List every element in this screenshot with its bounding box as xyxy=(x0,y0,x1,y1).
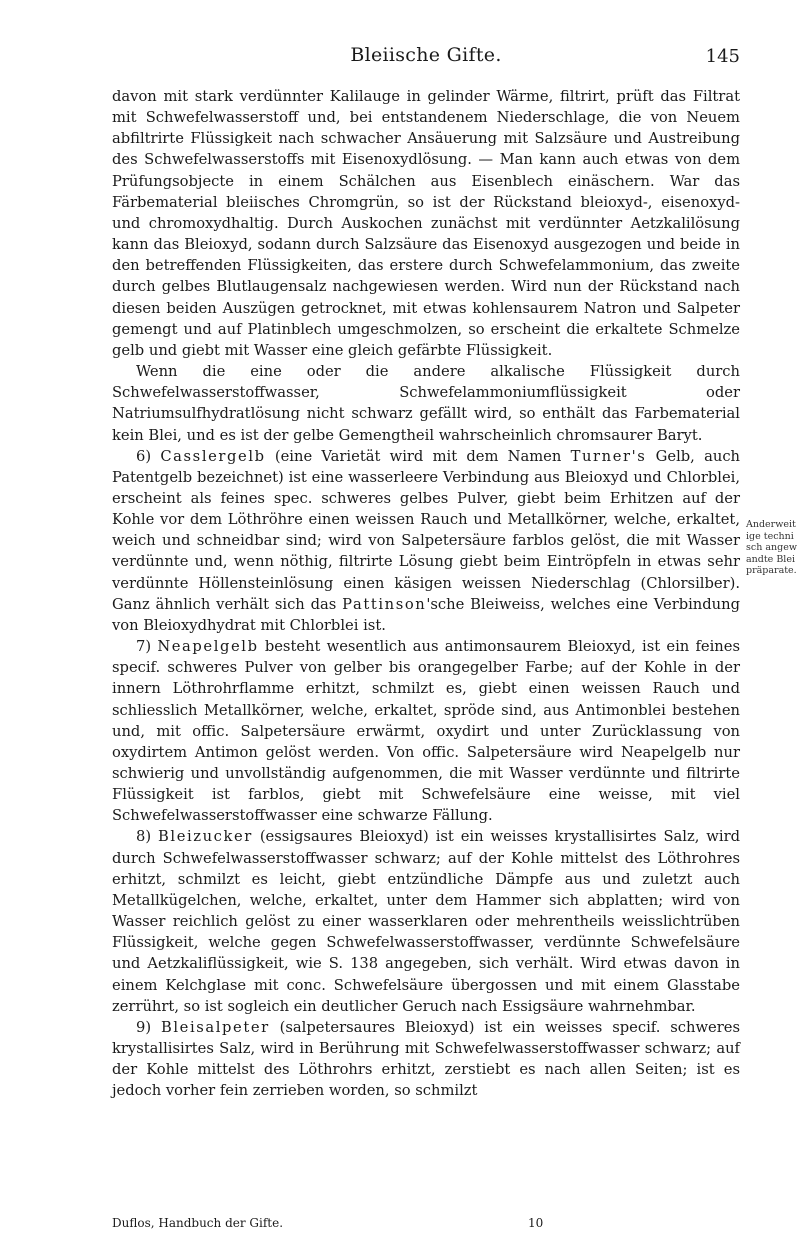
item-number: 9) xyxy=(136,1018,152,1036)
term-casslergelb: Casslergelb xyxy=(160,447,266,465)
page-number: 145 xyxy=(705,46,740,67)
footer-signature: 10 xyxy=(528,1216,544,1230)
footer-source: Duflos, Handbuch der Gifte. xyxy=(112,1216,284,1230)
item-number: 8) xyxy=(136,828,152,846)
paragraph-text: besteht wesentlich aus antimonsaurem Bleioxyd, ist ein feines specif. schweres Pulver von gelber bis orangegelber Farbe; auf der Kohle in der innern Löthrohrflamme erhitzt, schmilzt es, giebt einen weissen Rauch und schliesslich Metallkörner, welche, erkaltet, spröde sind, aus Antimonblei bestehen und, mit offic. Salpetersäure erwärmt, oxydirt und unter Zurücklassung von oxydirtem Antimon gelöst werden. Von offic. Salpetersäure wird Neapelgelb nur schwierig und unvollständig aufgenommen, die mit Wasser verdünnte und filtrirte Flüssigkeit ist farblos, giebt mit Schwefelsäure eine weisse, mit viel Schwefelwasserstoffwasser eine schwarze Fällung. xyxy=(112,638,740,825)
item-number: 6) xyxy=(136,447,152,465)
paragraph-text: (eine Varietät wird mit dem Namen xyxy=(265,447,571,465)
paragraph-bleizucker xyxy=(112,826,740,1016)
paragraph-casslergelb xyxy=(112,446,740,636)
paragraph-text: (essigsaures Bleioxyd) ist ein weisses krystallisirtes Salz, wird durch Schwefelwasserstoffwasser schwarz; auf der Kohle mittelst des Löthrohres erhitzt, schmilzt es leicht, giebt entzündliche Dämpfe aus und zuletzt auch Metallkügelchen, welche, erkaltet, unter dem Hammer sich abplatten; wird von Wasser reichlich gelöst zu einer wasserklaren oder mehrentheils weisslichtrüben Flüssigkeit, welche gegen Schwefelwasserstoffwasser, verdünnte Schwefelsäure und Aetzkaliflüssigkeit, wie S. 138 angegeben, sich verhält. Wird etwas davon in einem Kelchglase mit conc. Schwefelsäure übergossen und mit einem Glasstabe zerrührt, so ist sogleich ein deutlicher Geruch nach Essigsäure wahrnehmbar. xyxy=(112,828,740,1015)
item-number: 7) xyxy=(136,638,152,656)
margin-note: Anderweitige technisch angewandte Bleipräparate. xyxy=(746,519,797,576)
paragraph-text: 'sche Bleiweiss, welches eine Verbindung von Bleioxydhydrat mit Chlorblei ist. xyxy=(112,595,740,634)
paragraph-text: (salpetersaures Bleioxyd) ist ein weisses specif. schweres krystallisirtes Salz, wird in Berührung mit Schwefelwasserstoffwasser schwarz; auf der Kohle mittelst des Löthrohrs erhitzt, zerstiebt es nach allen Seiten; ist es jedoch vorher fein zerrieben worden, so schmilzt xyxy=(112,1018,740,1100)
paragraph-bleisalpeter xyxy=(112,1017,740,1102)
running-title: Bleiische Gifte. xyxy=(350,44,502,66)
term-pattinson: Pattinson xyxy=(342,595,427,613)
term-turner: Turner's xyxy=(570,447,647,465)
paragraph-alkaline-test: Wenn die eine oder die andere alkalische Flüssigkeit durch Schwefelwasserstoffwasser, Schwefelammoniumflüssigkeit oder Natriumsulfhydratlösung nicht schwarz gefällt wird, so enthält das Farbematerial kein Blei, und es ist der gelbe Gemengtheil wahrscheinlich chromsaurer Baryt. xyxy=(112,363,740,444)
paragraph-continuation: davon mit stark verdünnter Kalilauge in gelinder Wärme, filtrirt, prüft das Filtrat mit Schwefelwasserstoff und, bei entstandenem Niederschlage, die von Neuem abfiltrirte Flüssigkeit nach schwacher Ansäuerung mit Salzsäure und Austreibung des Schwefelwasserstoffs mit Eisenoxydlösung. — Man kann auch etwas von dem Prüfungsobjecte in einem Schälchen aus Eisenblech einäschern. War das Färbematerial bleiisches Chromgrün, so ist der Rückstand bleioxyd-, eisenoxyd- und chromoxydhaltig. Durch Auskochen zunächst mit verdünnter Aetzkalilösung kann das Bleioxyd, sodann durch Salzsäure das Eisenoxyd ausgezogen und beide in den betreffenden Flüssigkeiten, das erstere durch Schwefelammonium, das zweite durch gelbes Blutlaugensalz nachgewiesen werden. Wird nun der Rückstand nach diesen beiden Auszügen getrocknet, mit etwas kohlensaurem Natron und Salpeter gemengt und auf Platinblech umgeschmolzen, so erscheint die erkaltete Schmelze gelb und giebt mit Wasser eine gleich gefärbte Flüssigkeit. xyxy=(112,88,740,359)
term-bleizucker: Bleizucker xyxy=(158,828,253,846)
term-bleisalpeter: Bleisalpeter xyxy=(160,1018,270,1036)
body-text xyxy=(112,86,740,1102)
running-head xyxy=(112,44,740,74)
term-neapelgelb: Neapelgelb xyxy=(157,638,259,656)
paragraph-neapelgelb xyxy=(112,636,740,826)
paragraph-text: Gelb, auch Patentgelb bezeichnet) ist eine wasserleere Verbindung aus Bleioxyd und Chlorblei, erscheint als feines spec. schweres gelbes Pulver, giebt beim Erhitzen auf der Kohle vor dem Löthröhre einen weissen Rauch und Metallkörner, welche, erkaltet, weich und schneidbar sind; wird von Salpetersäure farblos gelöst, die mit Wasser verdünnte und, wenn nöthig, filtrirte Lösung giebt beim Eintröpfeln in etwas sehr verdünnte Höllensteinlösung einen käsigen weissen Niederschlag (Chlorsilber). Ganz ähnlich verhält sich das xyxy=(112,447,741,613)
